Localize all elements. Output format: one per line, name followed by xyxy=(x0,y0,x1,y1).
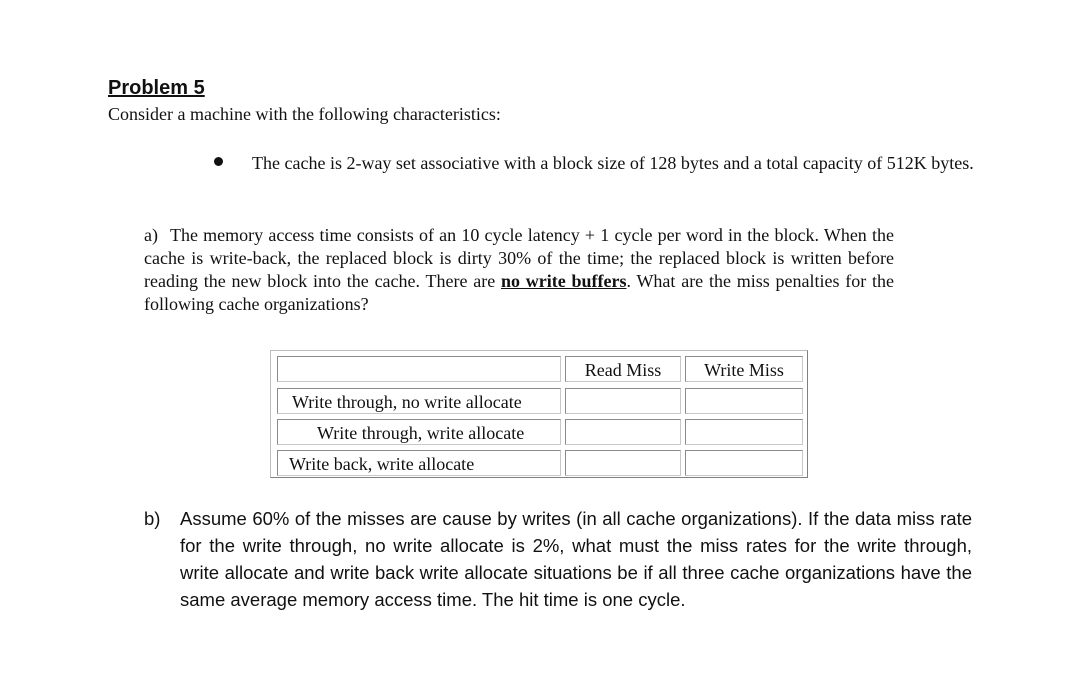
row-label-write-back-write-allocate: Write back, write allocate xyxy=(277,450,561,476)
cell-read-miss-row-1[interactable] xyxy=(565,388,681,414)
part-a-text-start: The memory access time consists of an 10 cycle latency + 1 cycle per word in the block. When the cache is write-back, the replaced block is dirty 30% of the time; the replaced block is written before reading the new block into the cache. There are xyxy=(144,225,894,291)
problem-title: Problem 5 xyxy=(108,77,205,99)
header-read-miss: Read Miss xyxy=(565,356,681,382)
table-header-corner xyxy=(277,356,561,382)
cache-characteristic-bullet: The cache is 2-way set associative with a block size of 128 bytes and a total capacity of 512K bytes. xyxy=(252,153,974,173)
part-b-question xyxy=(144,505,972,613)
part-a-question xyxy=(144,224,894,316)
row-label-write-through-no-allocate: Write through, no write allocate xyxy=(277,388,561,414)
header-write-miss: Write Miss xyxy=(685,356,803,382)
part-a-text-end: . What are the miss penalties for the following cache organizations? xyxy=(144,271,894,314)
row-label-write-through-write-allocate: Write through, write allocate xyxy=(277,419,561,445)
miss-penalty-table xyxy=(270,350,808,478)
cell-write-miss-row-1[interactable] xyxy=(685,388,803,414)
part-a-label: a) xyxy=(144,225,158,245)
part-a-emphasis: no write buffers xyxy=(500,271,627,291)
part-b-label: b) xyxy=(144,508,161,529)
problem-intro: Consider a machine with the following characteristics: xyxy=(108,104,501,124)
part-b-text: Assume 60% of the misses are cause by writes (in all cache organizations). If the data miss rate for the write through, no write allocate is 2%, what must the miss rates for the write through, write allocate and write back write allocate situations be if all three cache organizations have the same average memory access time. The hit time is one cycle. xyxy=(180,508,972,610)
cell-read-miss-row-3[interactable] xyxy=(565,450,681,476)
cell-write-miss-row-2[interactable] xyxy=(685,419,803,445)
bullet-point-icon xyxy=(214,157,223,166)
cell-write-miss-row-3[interactable] xyxy=(685,450,803,476)
cell-read-miss-row-2[interactable] xyxy=(565,419,681,445)
